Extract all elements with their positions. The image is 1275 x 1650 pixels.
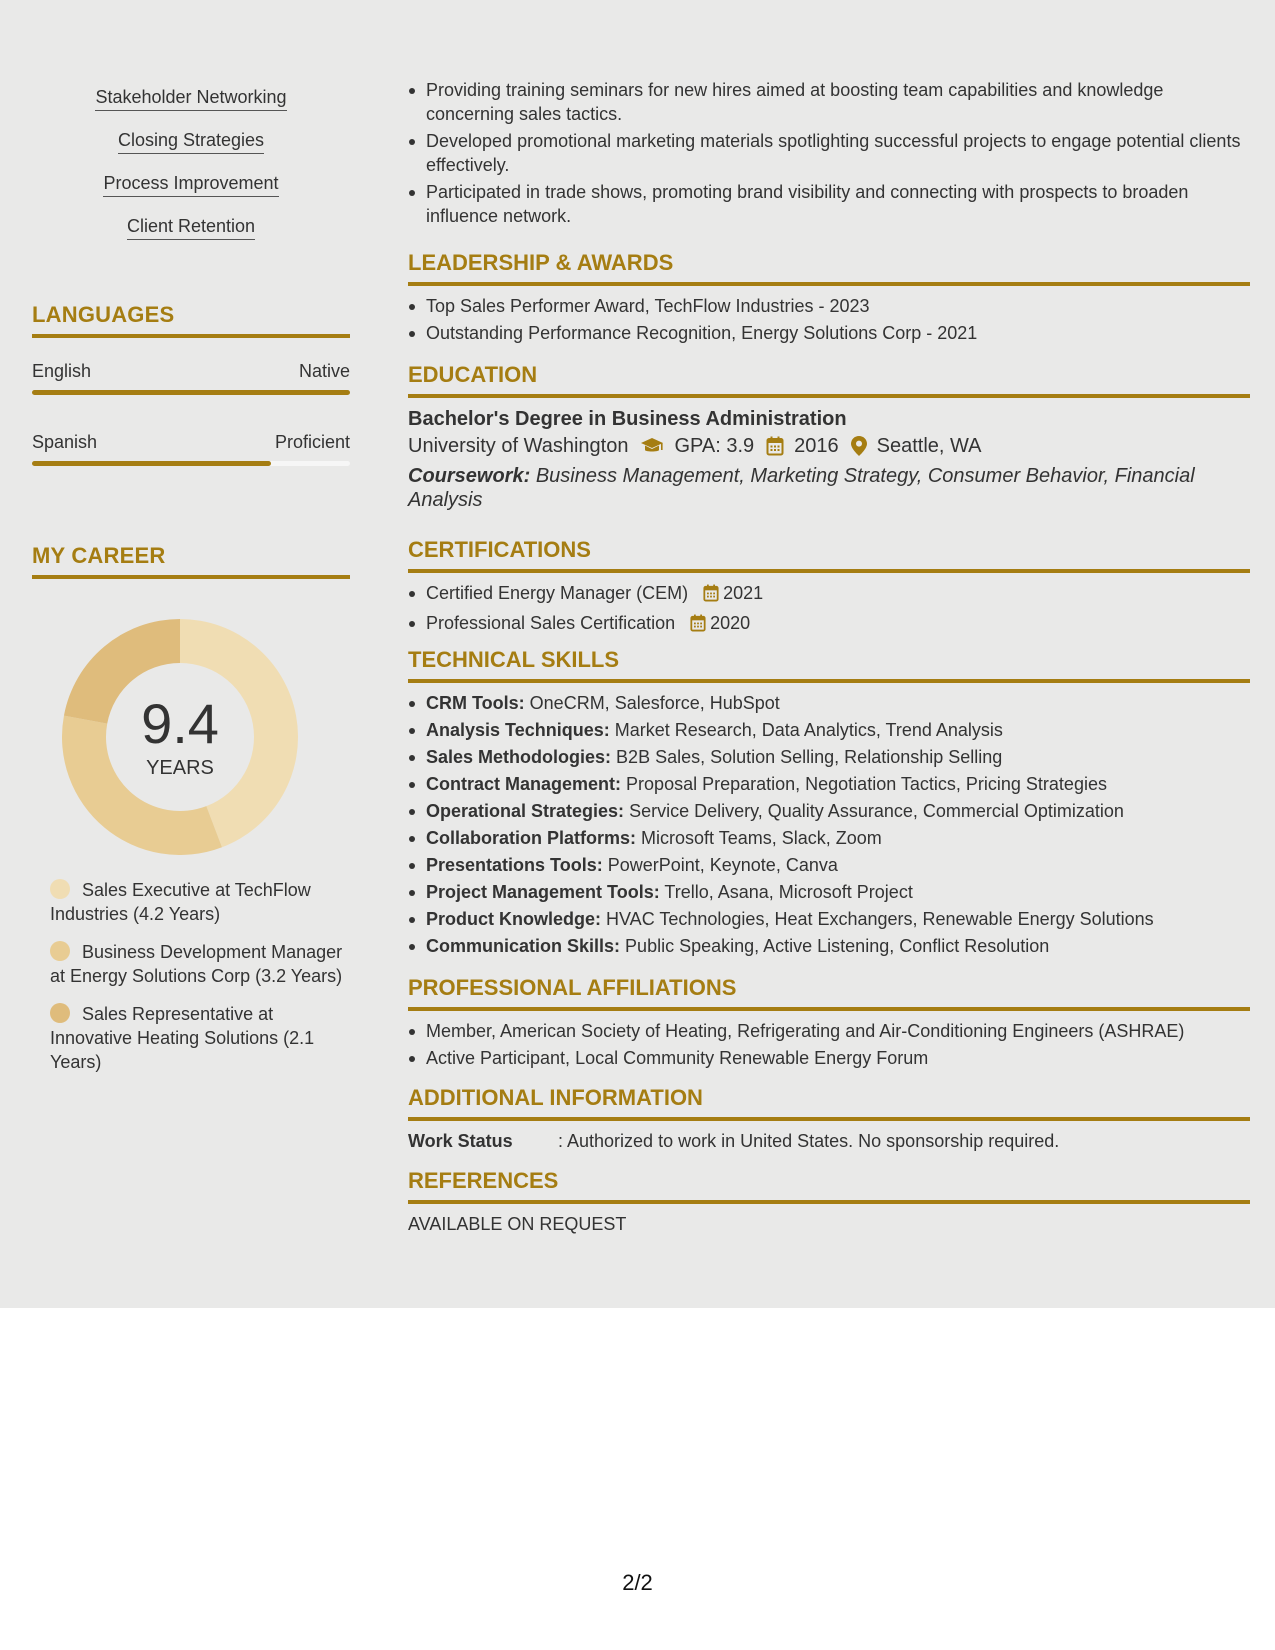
experience-bullets xyxy=(408,78,1250,228)
certification-name: Certified Energy Manager (CEM) xyxy=(426,583,689,603)
technical-skills-section xyxy=(408,647,1250,958)
legend-dot xyxy=(50,941,70,961)
skill-category: Operational Strategies: xyxy=(426,801,625,821)
career-title: MY CAREER xyxy=(32,543,166,568)
references-title: REFERENCES xyxy=(408,1168,559,1193)
certification-name: Professional Sales Certification xyxy=(426,613,676,633)
affiliation-item: Member, American Society of Heating, Refrigerating and Air-Conditioning Engineers (ASHRAE) xyxy=(426,1019,1250,1043)
education-title: EDUCATION xyxy=(408,362,538,387)
skill-item xyxy=(426,745,1250,769)
legend-dot xyxy=(50,1003,70,1023)
skill-category: Project Management Tools: xyxy=(426,882,660,902)
skill-item xyxy=(426,718,1250,742)
skill-values: Service Delivery, Quality Assurance, Commercial Optimization xyxy=(629,801,1124,821)
calendar-icon xyxy=(703,584,719,608)
section-divider xyxy=(408,679,1250,683)
legend-dot xyxy=(50,879,70,899)
degree-name: Bachelor's Degree in Business Administration xyxy=(408,408,847,430)
certification-item xyxy=(426,581,1250,608)
skill-values: Market Research, Data Analytics, Trend Analysis xyxy=(614,720,1003,740)
affiliations-title: PROFESSIONAL AFFILIATIONS xyxy=(408,975,737,1000)
donut-center xyxy=(62,619,298,855)
technical-skills-list xyxy=(408,691,1250,958)
school-name: University of Washington xyxy=(408,435,629,457)
skill-item xyxy=(426,799,1250,823)
certification-year: 2021 xyxy=(723,583,764,603)
certifications-title: CERTIFICATIONS xyxy=(408,537,591,562)
skill-item xyxy=(426,853,1250,877)
skill-tag: Process Improvement xyxy=(103,172,278,197)
education-meta xyxy=(408,432,1250,460)
technical-skills-title: TECHNICAL SKILLS xyxy=(408,647,620,672)
skill-tag: Closing Strategies xyxy=(118,129,264,154)
skill-values: B2B Sales, Solution Selling, Relationship Selling xyxy=(616,747,1003,767)
certification-item xyxy=(426,611,1250,638)
coursework-label: Coursework: xyxy=(408,465,531,487)
skill-category: CRM Tools: xyxy=(426,693,525,713)
section-divider xyxy=(408,1117,1250,1121)
legend-label: Business Development Manager at Energy Solutions Corp (3.2 Years) xyxy=(50,942,343,986)
certifications-section xyxy=(408,537,1250,638)
awards-title: LEADERSHIP & AWARDS xyxy=(408,250,674,275)
legend-item xyxy=(50,878,350,926)
skill-category: Contract Management: xyxy=(426,774,622,794)
skill-tag: Stakeholder Networking xyxy=(95,86,286,111)
skill-category: Presentations Tools: xyxy=(426,855,603,875)
section-divider xyxy=(408,394,1250,398)
legend-item xyxy=(50,1002,350,1074)
references-section xyxy=(408,1168,1250,1236)
affiliation-item: Active Participant, Local Community Renewable Energy Forum xyxy=(426,1046,1250,1070)
award-item: Outstanding Performance Recognition, Energy Solutions Corp - 2021 xyxy=(426,321,1250,345)
experience-bullet: Developed promotional marketing materials spotlighting successful projects to engage potential clients effectively. xyxy=(426,129,1250,177)
skill-values: HVAC Technologies, Heat Exchangers, Renewable Energy Solutions xyxy=(606,909,1154,929)
experience-bullet: Providing training seminars for new hires aimed at boosting team capabilities and knowledge concerning sales tactics. xyxy=(426,78,1250,126)
languages-title: LANGUAGES xyxy=(32,302,175,327)
skill-category: Analysis Techniques: xyxy=(426,720,610,740)
calendar-icon xyxy=(690,614,706,638)
career-total-years: 9.4 xyxy=(141,692,219,755)
gpa: GPA: 3.9 xyxy=(674,435,755,457)
language-proficiency-bar xyxy=(32,461,350,466)
section-divider xyxy=(32,334,350,338)
awards-section xyxy=(408,250,1250,345)
language-level: Native xyxy=(298,361,350,381)
education-location: Seattle, WA xyxy=(876,435,982,457)
language-item xyxy=(32,360,350,395)
certification-year: 2020 xyxy=(710,613,751,633)
career-total-label: YEARS xyxy=(146,757,214,779)
section-divider xyxy=(408,1007,1250,1011)
references-text: AVAILABLE ON REQUEST xyxy=(408,1214,627,1234)
work-status-label: Work Status xyxy=(408,1131,513,1151)
graduation-cap-icon xyxy=(640,437,664,455)
education-section xyxy=(408,362,1250,512)
language-level: Proficient xyxy=(274,432,350,452)
skill-tags xyxy=(32,86,350,258)
skill-item xyxy=(426,934,1250,958)
skill-item xyxy=(426,772,1250,796)
skill-values: Trello, Asana, Microsoft Project xyxy=(664,882,913,902)
affiliations-section xyxy=(408,975,1250,1070)
language-proficiency-bar xyxy=(32,390,350,395)
skill-item xyxy=(426,826,1250,850)
skill-values: OneCRM, Salesforce, HubSpot xyxy=(529,693,780,713)
skill-values: Public Speaking, Active Listening, Conflict Resolution xyxy=(625,936,1050,956)
language-proficiency-fill xyxy=(32,390,350,395)
languages-section xyxy=(32,302,350,466)
skill-values: Microsoft Teams, Slack, Zoom xyxy=(641,828,882,848)
section-divider xyxy=(408,569,1250,573)
skill-tag: Client Retention xyxy=(127,215,255,240)
work-status-value: : Authorized to work in United States. No sponsorship required. xyxy=(558,1131,1060,1151)
award-item: Top Sales Performer Award, TechFlow Industries - 2023 xyxy=(426,294,1250,318)
section-divider xyxy=(408,282,1250,286)
location-pin-icon xyxy=(851,436,867,456)
language-name: Spanish xyxy=(32,432,98,452)
skill-item xyxy=(426,880,1250,904)
experience-bullet: Participated in trade shows, promoting brand visibility and connecting with prospects to broaden influence network. xyxy=(426,180,1250,228)
legend-item xyxy=(50,940,350,988)
section-divider xyxy=(32,575,350,579)
skill-item xyxy=(426,691,1250,715)
skill-category: Collaboration Platforms: xyxy=(426,828,637,848)
language-name: English xyxy=(32,361,92,381)
legend-label: Sales Executive at TechFlow Industries (4.2 Years) xyxy=(50,880,311,924)
additional-info-section xyxy=(408,1085,1250,1153)
graduation-year: 2016 xyxy=(794,435,839,457)
calendar-icon xyxy=(766,436,784,456)
skill-category: Product Knowledge: xyxy=(426,909,601,929)
coursework-text: Business Management, Marketing Strategy, Consumer Behavior, Financial Analysis xyxy=(408,465,1195,511)
career-legend xyxy=(50,878,350,1088)
additional-info-title: ADDITIONAL INFORMATION xyxy=(408,1085,703,1110)
coursework xyxy=(408,464,1250,512)
skill-category: Communication Skills: xyxy=(426,936,621,956)
work-status xyxy=(408,1129,1250,1153)
page-number: 2/2 xyxy=(622,1570,653,1595)
skill-values: Proposal Preparation, Negotiation Tactics, Pricing Strategies xyxy=(626,774,1107,794)
skill-category: Sales Methodologies: xyxy=(426,747,612,767)
skill-item xyxy=(426,907,1250,931)
language-item xyxy=(32,431,350,466)
legend-label: Sales Representative at Innovative Heating Solutions (2.1 Years) xyxy=(50,1004,315,1072)
career-section xyxy=(32,543,350,1072)
skill-values: PowerPoint, Keynote, Canva xyxy=(607,855,838,875)
language-proficiency-fill xyxy=(32,461,271,466)
section-divider xyxy=(408,1200,1250,1204)
